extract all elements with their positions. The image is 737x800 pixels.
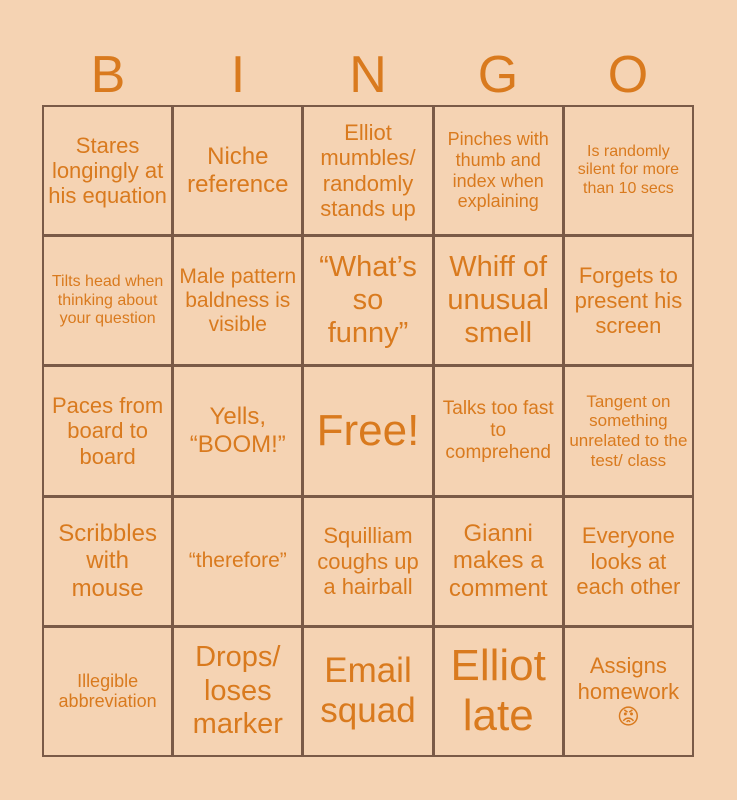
bingo-header [43,44,693,106]
header-letter-g: G [477,46,519,104]
bingo-cell[interactable]: Yells, “BOOM!” [174,367,301,494]
bingo-cell[interactable]: Forgets to present his screen [565,237,692,364]
bingo-cell[interactable]: Everyone looks at each other [565,498,692,625]
bingo-cell[interactable]: Pinches with thumb and index when explaining [435,107,562,234]
bingo-cell[interactable]: Scribbles with mouse [44,498,171,625]
bingo-board [42,105,694,757]
bingo-cell[interactable]: Drops/ loses marker [174,628,301,755]
free-cell[interactable]: Free! [304,367,431,494]
bingo-cell[interactable]: Illegible abbreviation [44,628,171,755]
bingo-cell[interactable]: Email squad [304,628,431,755]
header-letter-i: I [230,46,246,104]
bingo-cell[interactable]: Tilts head when thinking about your question [44,237,171,364]
bingo-cell[interactable]: Tangent on something unrelated to the test/ class [565,367,692,494]
header-letter-b: B [90,46,126,104]
bingo-cell[interactable]: Paces from board to board [44,367,171,494]
bingo-cell[interactable]: Elliot mumbles/ randomly stands up [304,107,431,234]
bingo-cell[interactable]: “therefore” [174,498,301,625]
bingo-cell[interactable]: Niche reference [174,107,301,234]
bingo-cell[interactable]: “What’s so funny” [304,237,431,364]
bingo-cell[interactable]: Whiff of unusual smell [435,237,562,364]
bingo-cell[interactable]: Male pattern baldness is visible [174,237,301,364]
bingo-cell[interactable]: Assigns homework 😡 [565,628,692,755]
bingo-cell[interactable]: Gianni makes a comment [435,498,562,625]
bingo-cell[interactable]: Elliot late [435,628,562,755]
header-letter-o: O [607,46,649,104]
header-letter-n: N [349,46,387,104]
bingo-cell[interactable]: Talks too fast to comprehend [435,367,562,494]
bingo-cell[interactable]: Squilliam coughs up a hairball [304,498,431,625]
bingo-cell[interactable]: Stares longingly at his equation [44,107,171,234]
bingo-cell[interactable]: Is randomly silent for more than 10 secs [565,107,692,234]
